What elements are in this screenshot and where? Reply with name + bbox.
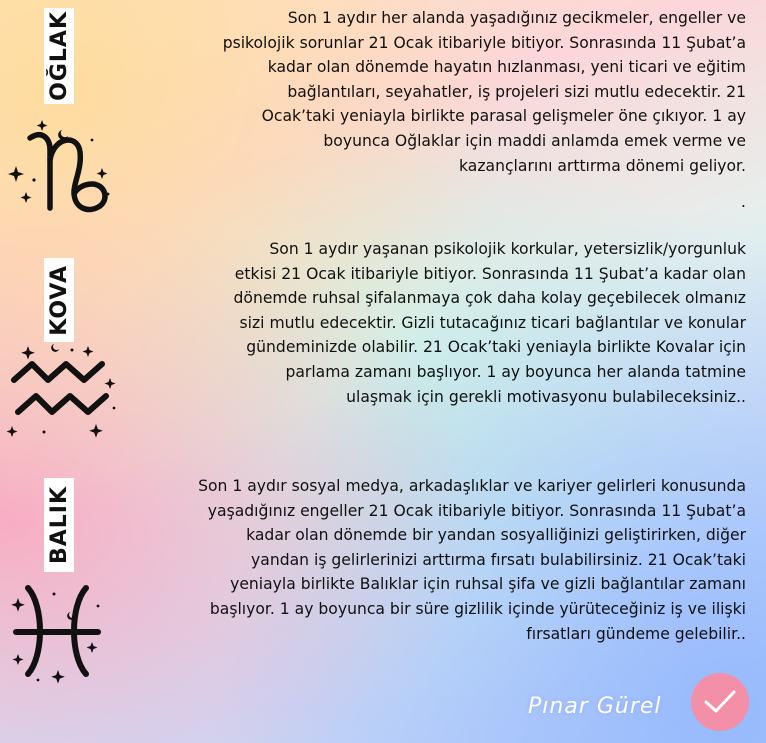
sign-label-oglak [44, 8, 74, 104]
sign-label-balik [44, 478, 74, 572]
sign-label-kova [44, 258, 74, 342]
kova-forecast-text: Son 1 aydır yaşanan psikolojik korkular, yetersizlik/yorgunluk etkisi 21 Ocak itibariyle bitiyor. Sonrasında 11 Şubat’a kadar olan dönemde ruhsal şifalanmaya çok daha kolay geçebilecek olmanız sizi mutlu edecektir. Gizli tutacağınız ticari bağlantılar ve konular gündeminizde olabilir. 21 Ocak’taki yeniayla birlikte Kovalar için parlama zamanı başlıyor. 1 ay boyunca her alanda tatmine ulaşmak için gerekli motivasyonu bulabileceksiniz.. [233, 240, 746, 406]
trailing-dot: . [740, 192, 746, 211]
oglak-forecast-text: Son 1 aydır her alanda yaşadığınız gecikmeler, engeller ve psikolojik sorunlar 21 Ocak itibariyle bitiyor. Sonrasında 11 Şubat’a kadar olan dönemde hayatın hızlanması, yeni ticari ve eğitim bağlantıları, seyahatler, iş projeleri sizi mutlu edecektir. 21 Ocak’taki yeniayla birlikte parasal gelişmeler öne çıkıyor. 1 ay boyunca Oğlaklar için maddi anlamda emek verme ve kazançlarını arttırma dönemi geliyor. [222, 9, 746, 175]
sign-label-text: OĞLAK [46, 11, 72, 101]
sign-label-text: KOVA [46, 264, 72, 336]
aquarius-icon [4, 338, 120, 438]
check-badge [691, 673, 749, 731]
capricorn-icon [4, 110, 116, 222]
checkmark-icon [703, 689, 737, 715]
balik-forecast-text: Son 1 aydır sosyal medya, arkadaşlıklar ve kariyer gelirleri konusunda yaşadığınız engeller 21 Ocak itibariyle bitiyor. Sonrasında 11 Şubat’a kadar olan dönemde bir yandan sosyalliğinizi geliştirirken, diğer yandan iş gelirlerinizi arttırma fırsatı bulabilirsiniz. 21 Ocak’taki yeniayla birlikte Balıklar için ruhsal şifa ve gizli bağlantılar zamanı başlıyor. 1 ay boyunca bir süre gizlilik içinde yürüteceğiniz iş ve ilişki fırsatları gündeme gelebilir.. [198, 477, 746, 643]
sign-label-text: BALIK [46, 485, 72, 565]
author-signature: Pınar Gürel [528, 694, 662, 719]
pisces-icon [8, 576, 106, 686]
